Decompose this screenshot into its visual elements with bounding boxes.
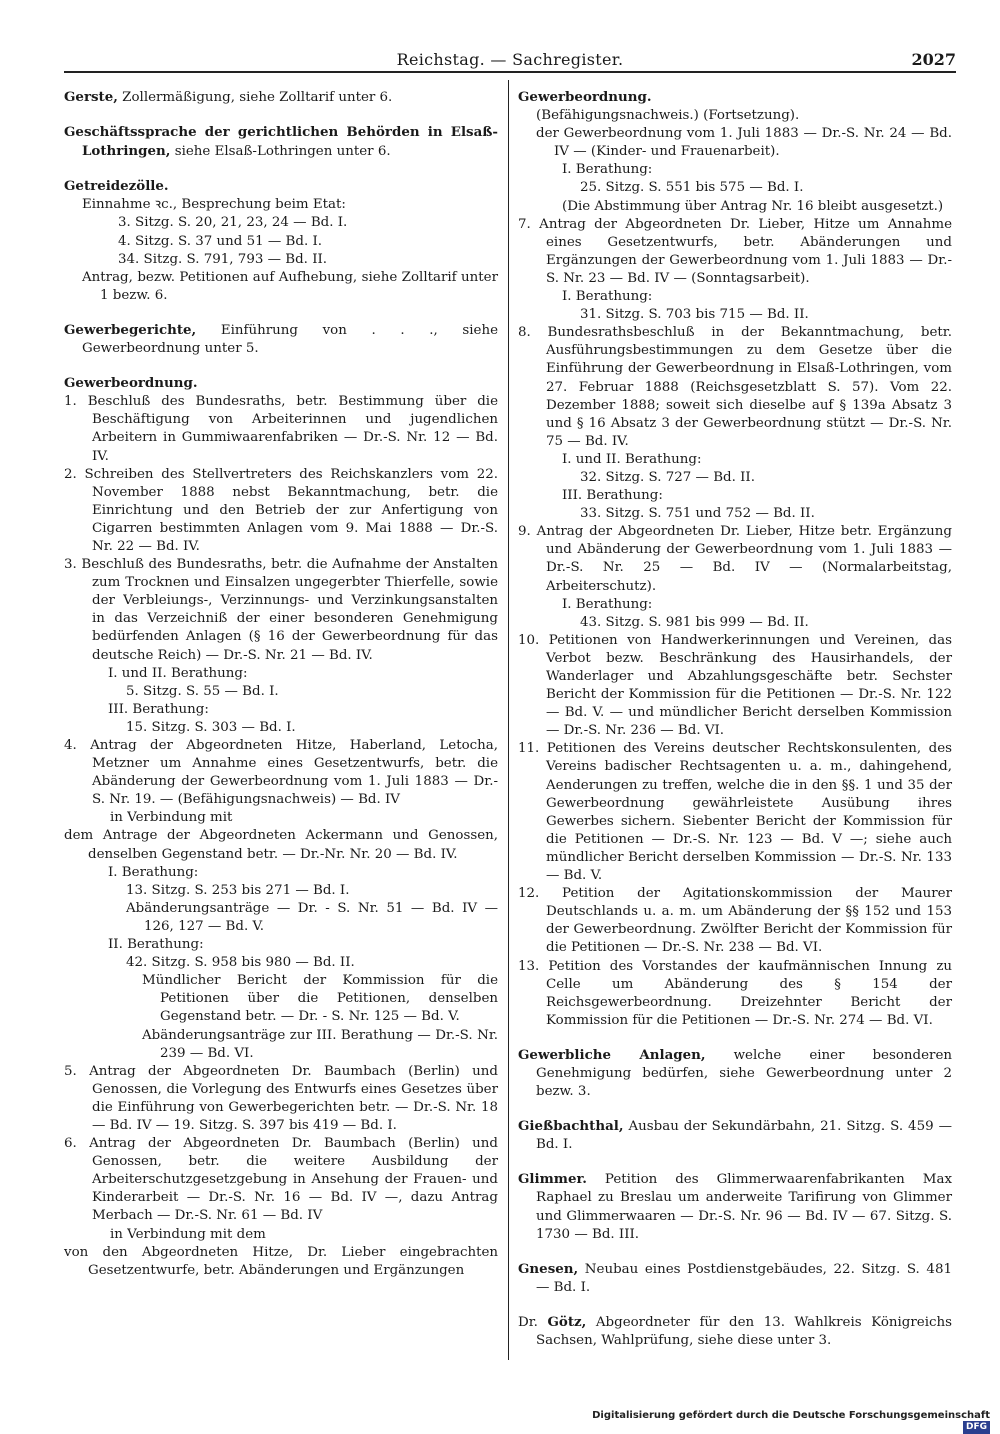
- entry-text: 3. Sitzg. S. 20, 21, 23, 24 — Bd. I.: [118, 215, 348, 231]
- index-line: [64, 214, 498, 232]
- index-line: [518, 885, 952, 957]
- entry-headword: Gnesen,: [518, 1260, 579, 1277]
- index-line: [64, 1135, 498, 1225]
- entry-text: 4. Antrag der Abgeordneten Hitze, Haberland, Letocha, Metzner um Annahme eines Gesetzentwurfs, betr. die Abänderung der Gewerbeordnung vom 1. Juli 1883 — Dr.-S. Nr. 19. — (Befähigungsnachweis) — Bd. IV: [64, 738, 498, 808]
- entry-headword: Gewerbliche Anlagen,: [518, 1046, 706, 1063]
- entry-text: 13. Petition des Vorstandes der kaufmännischen Innung zu Celle um Abänderung des § 154 der Reichsgewerbeordnung. Dreizehnter Bericht der Kommission für die Petitionen — Dr.-S. Nr. 274 — Bd. VI.: [518, 958, 952, 1028]
- entry-headword: Gerste,: [64, 89, 118, 105]
- entry-text: I. Berathung:: [562, 289, 653, 305]
- index-line: [518, 487, 952, 505]
- entry-headword: Gießbachthal,: [518, 1118, 624, 1135]
- index-line: [64, 269, 498, 305]
- index-entry: [64, 374, 498, 393]
- index-entry: [518, 1117, 952, 1154]
- index-line: [64, 827, 498, 863]
- entry-text: 33. Sitzg. S. 751 und 752 — Bd. II.: [580, 506, 815, 522]
- entry-prefix: Dr.: [518, 1314, 548, 1330]
- entry-headword: Glimmer.: [518, 1171, 587, 1188]
- entry-text: 15. Sitzg. S. 303 — Bd. I.: [126, 719, 296, 735]
- index-line: [518, 306, 952, 324]
- index-entry: [64, 88, 498, 107]
- index-line: [64, 466, 498, 556]
- entry-text: Einnahme ꝛc., Besprechung beim Etat:: [82, 197, 346, 213]
- entry-text: II. Berathung:: [108, 937, 204, 953]
- entry-text: (Befähigungsnachweis.) (Fortsetzung).: [536, 108, 800, 124]
- entry-text: 4. Sitzg. S. 37 und 51 — Bd. I.: [118, 233, 323, 249]
- entry-text: Antrag, bezw. Petitionen auf Aufhebung, siehe Zolltarif unter 1 bezw. 6.: [82, 269, 498, 303]
- entry-text: in Verbindung mit dem: [110, 1226, 266, 1242]
- index-line: [64, 1244, 498, 1280]
- entry-text: 9. Antrag der Abgeordneten Dr. Lieber, Hitze betr. Ergänzung und Abänderung der Gewerbeordnung vom 1. Juli 1883 — Dr.-S. Nr. 25 — Bd. IV — (Normalarbeitstag, Arbeiterschutz).: [518, 524, 952, 594]
- index-entry: [64, 177, 498, 196]
- index-entry: [64, 123, 498, 161]
- entry-text: 7. Antrag der Abgeordneten Dr. Lieber, Hitze um Annahme eines Gesetzentwurfs, betr. Abänderungen und Ergänzungen der Gewerbeordnung vom 1. Juli 1883 — Dr.-S. Nr. 23 — Bd. IV — (Sonntagsarbeit).: [518, 216, 952, 286]
- entry-text: von den Abgeordneten Hitze, Dr. Lieber eingebrachten Gesetzentwurfe, betr. Abänderungen und Ergänzungen: [64, 1244, 498, 1278]
- funding-note: Digitalisierung gefördert durch die Deutsche Forschungsgemeinschaft: [592, 1410, 990, 1421]
- entry-text: Abgeordneter für den 13. Wahlkreis Königreichs Sachsen, Wahlprüfung, siehe diese unter 3.: [536, 1314, 952, 1348]
- entry-text: 25. Sitzg. S. 551 bis 575 — Bd. I.: [580, 180, 804, 196]
- entry-text: I. Berathung:: [562, 162, 653, 178]
- entry-text: Abänderungsanträge — Dr. - S. Nr. 51 — Bd. IV — 126, 127 — Bd. V.: [126, 900, 498, 934]
- entry-text: 2. Schreiben des Stellvertreters des Reichskanzlers vom 22. November 1888 nebst Bekanntmachung, betr. die Einrichtung und den Betrieb der zur Anfertigung von Cigarren bestimmten Anlagen vom 9. Mai 1888 — Dr.-S. Nr. 22 — Bd. IV.: [64, 466, 498, 554]
- index-line: [64, 809, 498, 827]
- entry-headword: Getreidezölle.: [64, 178, 169, 195]
- index-line: [64, 972, 498, 1026]
- index-line: [518, 740, 952, 885]
- running-title: Reichstag. — Sachregister.: [396, 50, 624, 69]
- entry-text: (Die Abstimmung über Antrag Nr. 16 bleibt ausgesetzt.): [562, 198, 944, 214]
- entry-text: Zollermäßigung, siehe Zolltarif unter 6.: [117, 90, 393, 105]
- page-header: [64, 48, 956, 74]
- entry-text: 34. Sitzg. S. 791, 793 — Bd. II.: [118, 251, 328, 267]
- entry-text: 43. Sitzg. S. 981 bis 999 — Bd. II.: [580, 614, 809, 630]
- index-line: [64, 719, 498, 737]
- index-line: [64, 701, 498, 719]
- entry-text: III. Berathung:: [108, 701, 209, 717]
- entry-text: dem Antrage der Abgeordneten Ackermann und Genossen, denselben Gegenstand betr. — Dr.-Nr. Nr. 20 — Bd. IV.: [64, 828, 498, 862]
- entry-text: Petition des Glimmerwaarenfabrikanten Max Raphael zu Breslau um anderweite Tarifirung von Glimmer und Glimmerwaaren — Dr.-S. Nr. 96 — Bd. IV — 67. Sitzg. S. 1730 — Bd. III.: [536, 1172, 952, 1242]
- entry-text: siehe Elsaß-Lothringen unter 6.: [170, 144, 391, 160]
- entry-text: 1. Beschluß des Bundesraths, betr. Bestimmung über die Beschäftigung von Arbeiterinnen und jugendlichen Arbeitern in Gummiwaarenfabriken — Dr.-S. Nr. 12 — Bd. IV.: [64, 394, 498, 464]
- entry-headword: Gewerbeordnung.: [64, 375, 198, 392]
- index-line: [64, 683, 498, 701]
- right-column: [518, 88, 952, 1350]
- index-line: [518, 632, 952, 741]
- entry-text: 5. Sitzg. S. 55 — Bd. I.: [126, 683, 279, 699]
- entry-text: Neubau eines Postdienstgebäudes, 22. Sitzg. S. 481 — Bd. I.: [536, 1261, 952, 1295]
- entry-text: 10. Petitionen von Handwerkerinnungen und Vereinen, das Verbot bezw. Beschränkung des Hausirhandels, der Wanderlager und Abzahlungsgeschäfte betr. Sechster Bericht der Kommission für die Petitionen — Dr.-S. Nr. 122 — Bd. V. — und mündlicher Bericht derselben Kommission — Dr.-S. Nr. 236 — Bd. VI.: [518, 632, 952, 739]
- entry-text: 8. Bundesrathsbeschluß in der Bekanntmachung, betr. Ausführungsbestimmungen zu dem Gesetze über die Einführung der Gewerbeordnung in Elsaß-Lothringen, vom 27. Februar 1888 (Reichsgesetzblatt S. 57). Vom 22. Dezember 1888; soweit sich dieselbe auf § 139a Absatz 3 und § 16 Absatz 3 der Gewerbeordnung stützt — Dr.-S. Nr. 75 — Bd. IV.: [518, 325, 952, 449]
- entry-text: 12. Petition der Agitationskommission der Maurer Deutschlands u. a. m. um Abänderung der §§ 152 und 153 der Gewerbeordnung. Zwölfter Bericht der Kommission für die Petitionen — Dr.-S. Nr. 238 — Bd. VI.: [518, 886, 952, 956]
- index-line: [518, 179, 952, 197]
- index-line: [64, 1063, 498, 1135]
- index-line: [518, 125, 952, 161]
- index-line: [64, 1027, 498, 1063]
- index-line: [518, 216, 952, 288]
- index-line: [64, 882, 498, 900]
- entry-headword: Götz,: [547, 1313, 587, 1330]
- entry-text: I. Berathung:: [562, 596, 653, 612]
- entry-headword: Gewerbegerichte,: [64, 321, 197, 338]
- index-line: [518, 523, 952, 595]
- index-entry: [518, 1260, 952, 1297]
- index-line: [64, 864, 498, 882]
- entry-text: Mündlicher Bericht der Kommission für die Petitionen über die Petitionen, denselben Gegenstand betr. — Dr. - S. Nr. 125 — Bd. V.: [142, 973, 498, 1025]
- entry-text: 5. Antrag der Abgeordneten Dr. Baumbach (Berlin) und Genossen, die Vorlegung des Entwurfs eines Gesetzes über die Einführung von Gewerbegerichten betr. — Dr.-S. Nr. 18 — Bd. IV — 19. Sitzg. S. 397 bis 419 — Bd. I.: [64, 1063, 498, 1133]
- index-line: [518, 505, 952, 523]
- index-entry: [518, 1046, 952, 1101]
- page-number: 2027: [911, 50, 956, 69]
- left-column: [64, 88, 498, 1280]
- index-entry: [64, 321, 498, 358]
- entry-text: 31. Sitzg. S. 703 bis 715 — Bd. II.: [580, 307, 809, 323]
- index-line: [518, 596, 952, 614]
- index-line: [64, 251, 498, 269]
- index-line: [64, 900, 498, 936]
- entry-text: Ausbau der Sekundärbahn, 21. Sitzg. S. 459 — Bd. I.: [536, 1119, 952, 1153]
- index-entry: [518, 1313, 952, 1350]
- index-line: [64, 954, 498, 972]
- index-entry: [518, 88, 952, 107]
- index-line: [518, 198, 952, 216]
- header-rule: [64, 71, 956, 73]
- entry-text: I. und II. Berathung:: [562, 451, 702, 467]
- entry-headword: Geschäftssprache der gerichtlichen Behörden in Elsaß-Lothringen,: [64, 124, 498, 160]
- entry-text: 3. Beschluß des Bundesraths, betr. die Aufnahme der Anstalten zum Trocknen und Einsalzen ungegerbter Thierfelle, sowie der Verbleiungs-, Verzinnungs- und Verzinkungsanstalten in das Verzeichniß der einer besonderen Genehmigung bedürfenden Anlagen (§ 16 der Gewerbeordnung für das deutsche Reich) — Dr.-S. Nr. 21 — Bd. IV.: [64, 557, 498, 663]
- index-line: [64, 665, 498, 683]
- index-entry: [518, 1170, 952, 1243]
- index-line: [518, 161, 952, 179]
- index-line: [518, 324, 952, 451]
- footer-credit: [560, 1410, 990, 1432]
- index-line: [64, 737, 498, 809]
- column-divider: [508, 80, 509, 1360]
- index-line: [64, 1226, 498, 1244]
- index-line: [64, 556, 498, 665]
- entry-text: Einführung von . . ., siehe Gewerbeordnung unter 5.: [82, 322, 498, 357]
- entry-text: welche einer besonderen Genehmigung bedürfen, siehe Gewerbeordnung unter 2 bezw. 3.: [536, 1047, 952, 1100]
- dfg-logo: DFG: [963, 1421, 990, 1434]
- entry-text: 32. Sitzg. S. 727 — Bd. II.: [580, 469, 755, 485]
- entry-text: I. Berathung:: [108, 864, 199, 880]
- index-line: [518, 451, 952, 469]
- entry-text: 11. Petitionen des Vereins deutscher Rechtskonsulenten, des Vereins badischer Rechtsagenten u. a. m., dahingehend, Aenderungen zu treffen, welche die in den §§. 1 und 35 der Gewerbeordnung gewährleistete Ausübung ihres Gewerbes sichern. Siebenter Bericht der Kommission für die Petitionen — Dr.-S. Nr. 123 — Bd. V —; siehe auch mündlicher Bericht derselben Kommission — Dr.-S. Nr. 133 — Bd. V.: [518, 741, 952, 884]
- entry-text: in Verbindung mit: [110, 810, 233, 826]
- entry-text: 42. Sitzg. S. 958 bis 980 — Bd. II.: [126, 955, 355, 971]
- entry-text: I. und II. Berathung:: [108, 665, 248, 681]
- entry-headword: Gewerbeordnung.: [518, 89, 652, 105]
- index-line: [64, 196, 498, 214]
- entry-text: der Gewerbeordnung vom 1. Juli 1883 — Dr.-S. Nr. 24 — Bd. IV — (Kinder- und Frauenarbeit).: [536, 126, 952, 160]
- index-line: [518, 107, 952, 125]
- entry-text: III. Berathung:: [562, 488, 663, 504]
- index-line: [64, 393, 498, 465]
- index-line: [518, 469, 952, 487]
- index-line: [518, 614, 952, 632]
- index-line: [518, 288, 952, 306]
- index-line: [64, 233, 498, 251]
- index-line: [64, 936, 498, 954]
- entry-text: 13. Sitzg. S. 253 bis 271 — Bd. I.: [126, 882, 350, 898]
- entry-text: 6. Antrag der Abgeordneten Dr. Baumbach (Berlin) und Genossen, betr. die weitere Ausbildung der Arbeiterschutzgesetzgebung in Ansehung der Frauen- und Kinderarbeit — Dr.-S. Nr. 16 — Bd. IV —, dazu Antrag Merbach — Dr.-S. Nr. 61 — Bd. IV: [64, 1136, 498, 1224]
- index-line: [518, 958, 952, 1030]
- entry-text: Abänderungsanträge zur III. Berathung — Dr.-S. Nr. 239 — Bd. VI.: [142, 1027, 498, 1061]
